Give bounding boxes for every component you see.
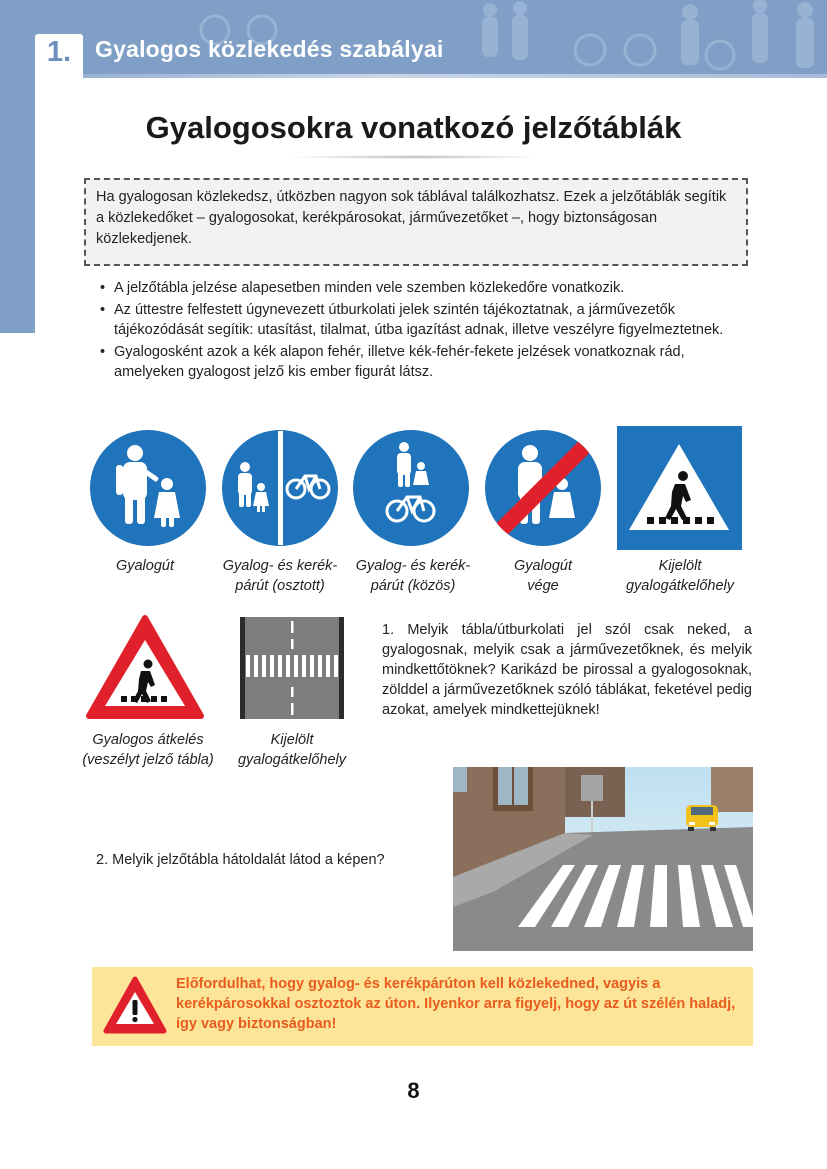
crosswalk-information-sign-icon bbox=[617, 426, 742, 550]
sign-caption-crosswalk: Kijelölt gyalogátkelőhely bbox=[625, 558, 735, 594]
sign-caption-divided-path: Gyalog- és kerék- párút (osztott) bbox=[222, 558, 338, 594]
list-item: • A jelzőtábla jelzése alapesetben minden vele szemben közlekedőre vonatkozik. bbox=[100, 278, 750, 298]
pedestrian-crossing-warning-sign-icon bbox=[85, 614, 205, 722]
divided-path-sign-icon bbox=[221, 429, 339, 547]
rules-list bbox=[100, 278, 750, 384]
warning-text: Előfordulhat, hogy gyalog- és kerékpárúton kell közlekedned, vagyis a kerékpárosokkal osztoztok az úton. Ilyenkor arra figyelj, hogy az út szélén haladj, így vagy biztonságban! bbox=[176, 976, 736, 1032]
header-divider bbox=[83, 74, 827, 78]
question-1: 1. Melyik tábla/útburkolati jel szól csak neked, a gyalogosnak, melyik csak a járművezetőknek, és melyik mindkettőtöknek? Karikázd be pirossal a gyalogosoknak, zölddel a járművezetőknek szóló táblákat, feketével pedig azokat, amelyek mindkettejüknek! bbox=[382, 622, 752, 718]
end-of-footpath-sign-icon bbox=[484, 429, 602, 547]
sign-caption-footpath: Gyalogút bbox=[115, 558, 175, 574]
page-number: 8 bbox=[407, 1078, 420, 1103]
title-underline bbox=[285, 155, 545, 159]
crosswalk-road-marking-icon bbox=[240, 617, 344, 719]
intro-box: Ha gyalogosan közlekedsz, útközben nagyon sok táblával találkozhatsz. Ezek a jelzőtáblák segítik a közlekedőket – gyalogosokat, kerékpárosokat, járművezetőket –, hogy biztonságosan közlekedjenek. bbox=[84, 178, 748, 266]
sign-caption-crossing-warning: Gyalogos átkelés (veszélyt jelző tábla) bbox=[82, 732, 214, 768]
sign-caption-road-marking: Kijelölt gyalogátkelőhely bbox=[237, 732, 347, 768]
list-item: • Gyalogosként azok a kék alapon fehér, illetve kék-fehér-fekete jelzések vonatkoznak rád, amelyeken gyalogost jelző kis ember figurát látsz. bbox=[100, 342, 750, 382]
question-2: 2. Melyik jelzőtábla hátoldalát látod a képen? bbox=[96, 852, 385, 868]
chapter-number: 1. bbox=[46, 36, 72, 68]
sign-caption-shared-path: Gyalog- és kerék- párút (közös) bbox=[355, 558, 471, 594]
street-crosswalk-photo bbox=[453, 767, 753, 951]
sign-caption-end-of-footpath: Gyalogút vége bbox=[513, 558, 573, 594]
page-title: Gyalogosokra vonatkozó jelzőtáblák bbox=[145, 110, 682, 145]
list-item: • Az úttestre felfestett úgynevezett útburkolati jelek szintén tájékoztatnak, a járművezetők tájékozódását segítik: utasítást, tilalmat, útba igazítást adnak, illetve veszélyre figyelmeztetnek. bbox=[100, 300, 750, 340]
warning-triangle-icon bbox=[102, 974, 168, 1036]
chapter-title: Gyalogos közlekedés szabályai bbox=[95, 36, 444, 62]
footpath-sign-icon bbox=[89, 429, 207, 547]
shared-path-sign-icon bbox=[352, 429, 470, 547]
